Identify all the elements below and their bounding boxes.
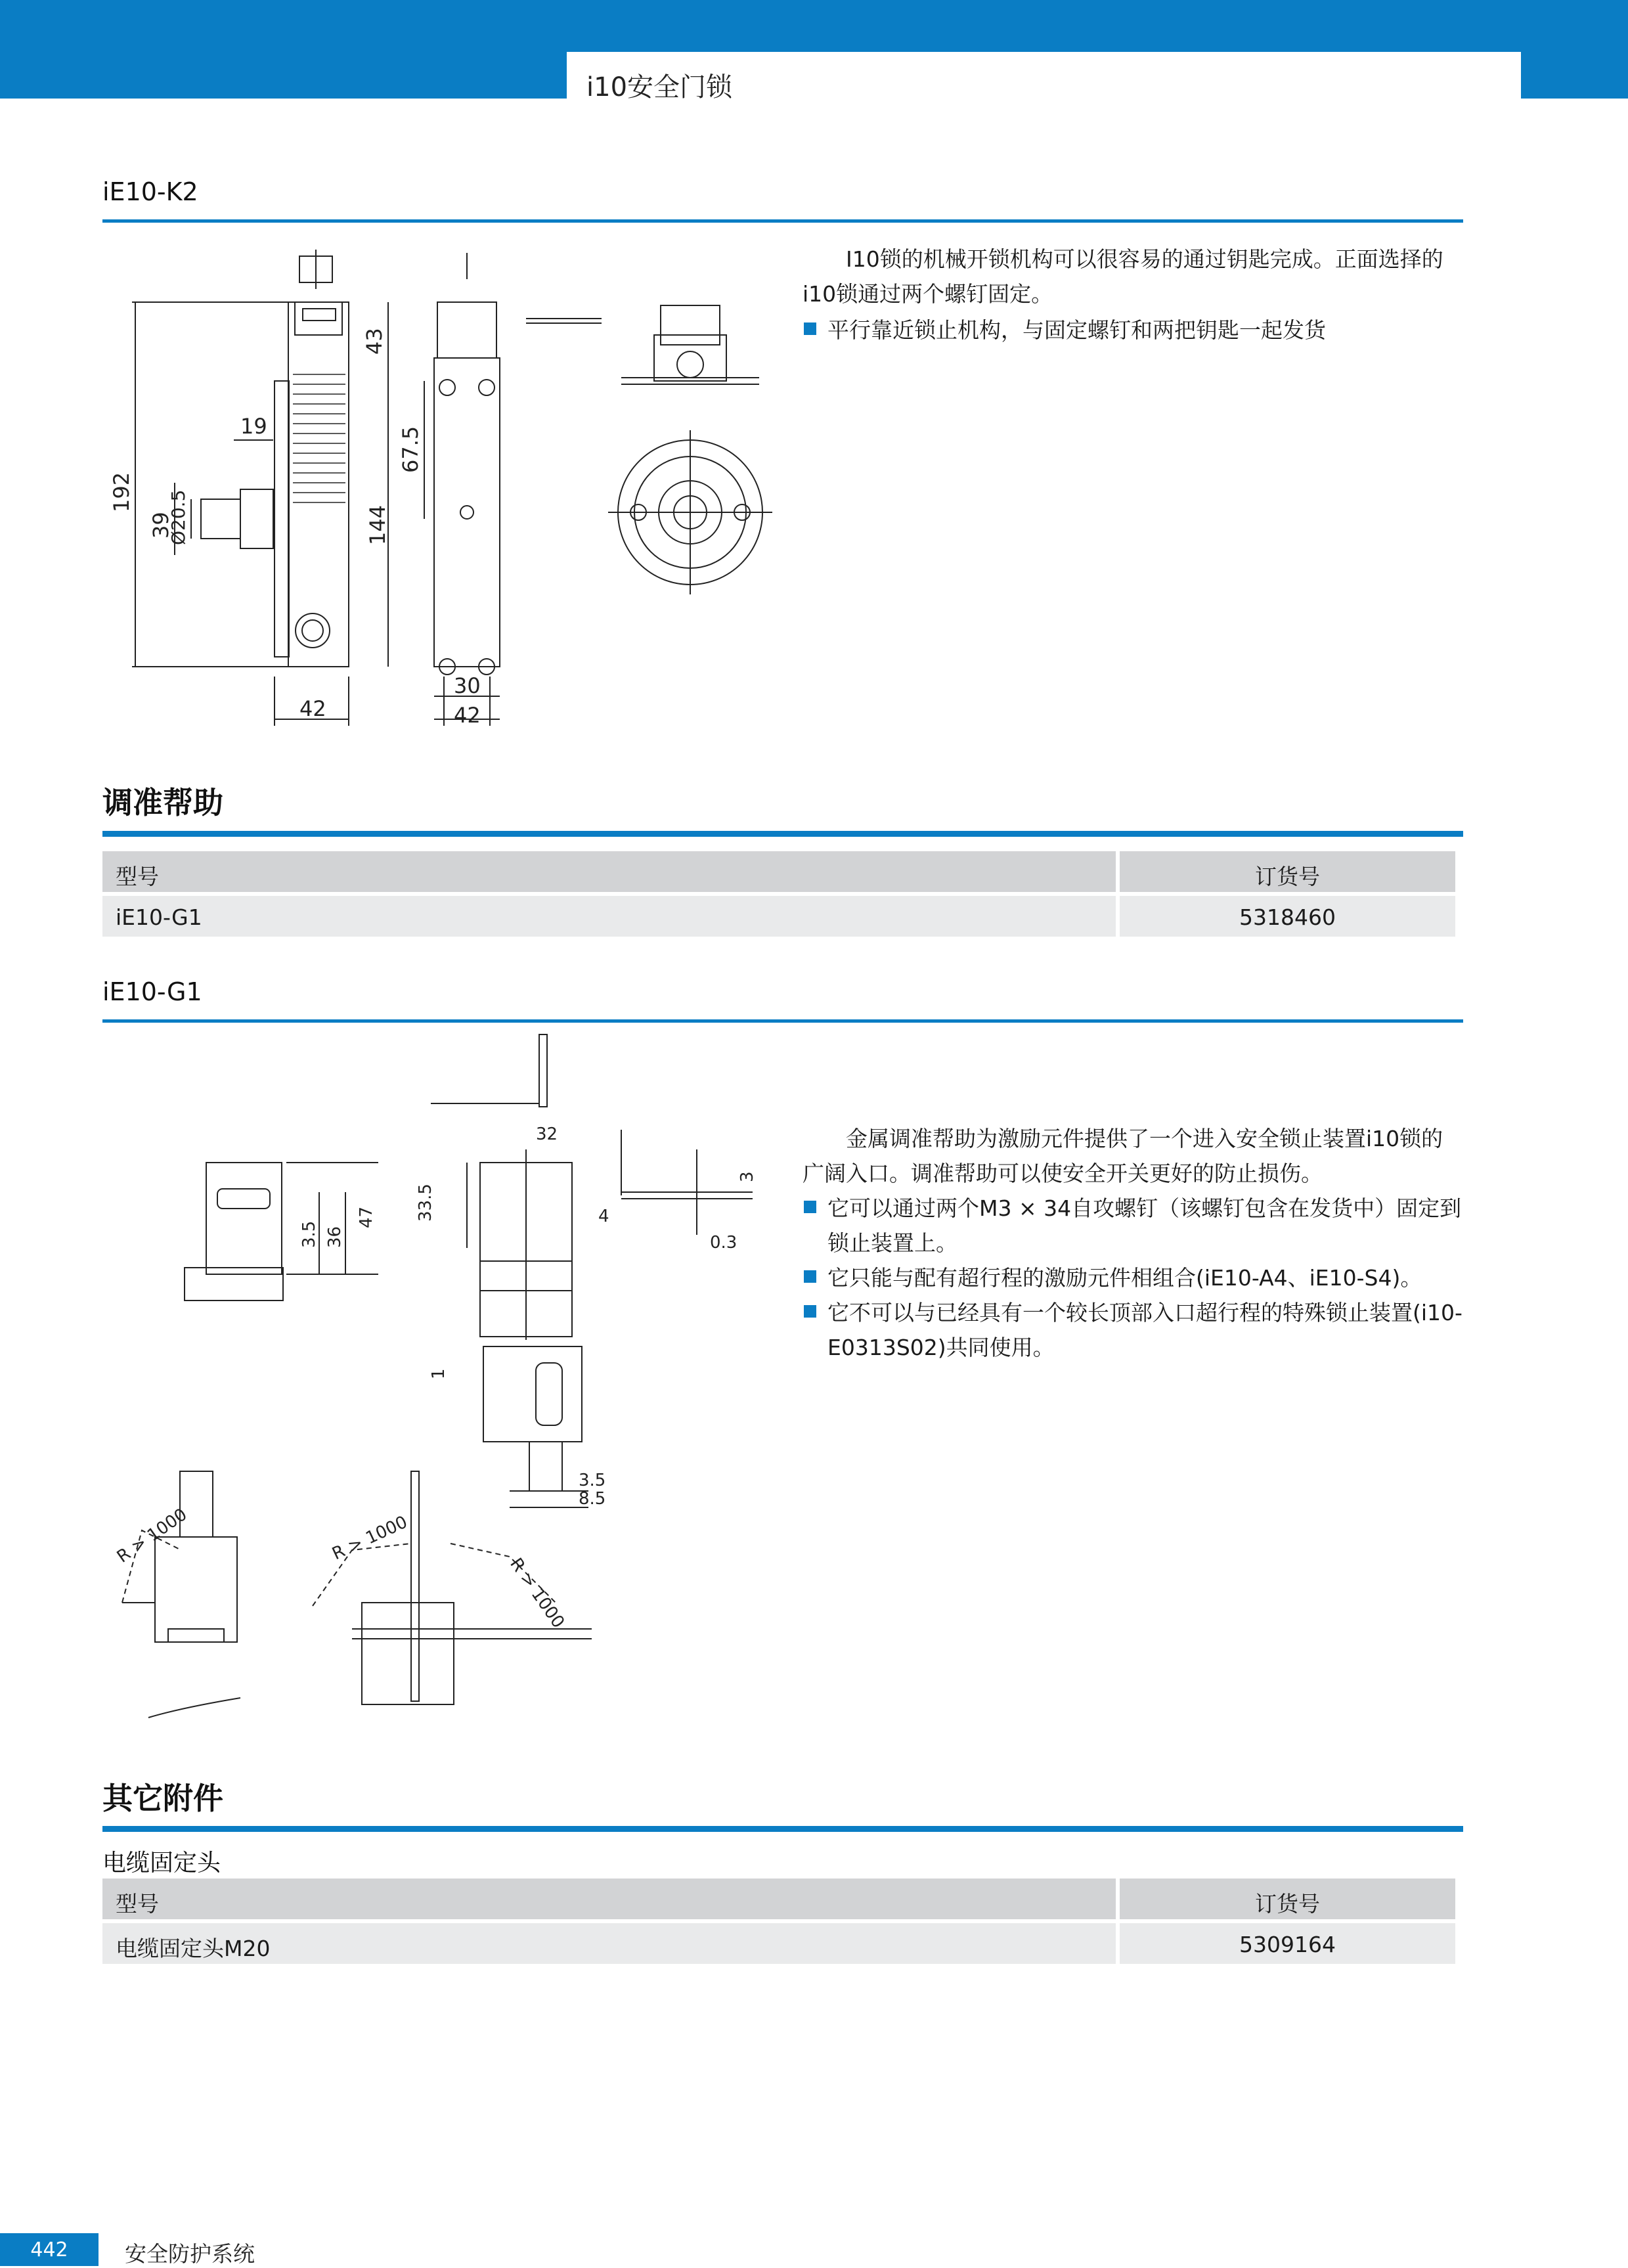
g1-dim-47: 47	[357, 1206, 376, 1228]
section-sublabel-cable: 电缆固定头	[102, 1850, 221, 1877]
section-label-k2: iE10-K2	[102, 177, 198, 206]
section-label-g1: iE10-G1	[102, 977, 202, 1006]
k2-description	[803, 242, 1463, 311]
g1-dim-1: 1	[429, 1368, 449, 1379]
k2-dim-192: 192	[109, 472, 134, 512]
k2-dim-30: 30	[454, 673, 481, 698]
g1-dim-32: 32	[536, 1124, 558, 1144]
table-header-model: 型号	[116, 864, 159, 889]
table-row	[102, 1923, 1455, 1964]
list-item: 平行靠近锁止机构，与固定螺钉和两把钥匙一起发货	[803, 313, 1463, 347]
table-header-order-no: 订货号	[1255, 864, 1320, 889]
g1-dim-radius-left: R > 1000	[113, 1504, 191, 1567]
bullet-square-icon	[804, 322, 816, 335]
k2-dim-19: 19	[240, 414, 267, 439]
g1-dim-0-3: 0.3	[710, 1233, 737, 1253]
g1-paragraph: 金属调准帮助为激励元件提供了一个进入安全锁止装置i10锁的广阔入口。调准帮助可以使安全开关更好的防止损伤。	[803, 1126, 1443, 1186]
g1-dim-4: 4	[598, 1207, 609, 1226]
k2-dim-144: 144	[365, 504, 390, 545]
section-heading-align: 调准帮助	[102, 785, 223, 820]
k2-dim-43: 43	[362, 328, 387, 355]
k2-paragraph: I10锁的机械开锁机构可以很容易的通过钥匙完成。正面选择的i10锁通过两个螺钉固定。	[803, 246, 1443, 307]
g1-dim-33-5: 33.5	[416, 1184, 435, 1222]
g1-dim-3-5-lower: 3.5	[579, 1471, 606, 1490]
g1-dim-3: 3	[737, 1171, 757, 1182]
k2-dim-42-front: 42	[299, 696, 326, 721]
g1-dim-36: 36	[325, 1226, 345, 1248]
align-table	[102, 851, 1455, 937]
table-header-order-no: 订货号	[1255, 1891, 1320, 1917]
g1-bullet-list	[803, 1191, 1463, 1365]
page-number: 442	[30, 2238, 68, 2261]
k2-dim-42-side: 42	[454, 703, 481, 728]
section-rule-align	[102, 831, 1463, 837]
list-item: 它不可以与已经具有一个较长顶部入口超行程的特殊锁止装置(i10-E0313S02)共同使用。	[803, 1295, 1463, 1365]
k2-dim-20-5: Ø20.5	[167, 489, 189, 545]
k2-dim-67-5: 67.5	[398, 426, 423, 473]
section-rule-k2	[102, 219, 1463, 223]
g1-dim-8-5: 8.5	[579, 1489, 606, 1509]
table-header-model: 型号	[116, 1891, 159, 1917]
table-header-row	[102, 1879, 1455, 1919]
list-item: 它只能与配有超行程的激励元件相组合(iE10-A4、iE10-S4)。	[803, 1260, 1463, 1295]
k2-dim-39: 39	[148, 512, 173, 539]
g1-technical-drawing	[102, 1031, 799, 1734]
g1-description	[803, 1121, 1463, 1191]
table-cell-order-no: 5318460	[1239, 904, 1336, 930]
cable-table	[102, 1879, 1455, 1964]
bullet-square-icon	[804, 1201, 816, 1213]
bullet-square-icon	[804, 1305, 816, 1318]
footer-section-label: 安全防护系统	[125, 2241, 255, 2267]
section-rule-g1	[102, 1019, 1463, 1023]
bullet-square-icon	[804, 1270, 816, 1283]
k2-bullet-list	[803, 313, 1463, 347]
g1-dim-3-5-side: 3.5	[299, 1220, 319, 1248]
section-rule-other	[102, 1826, 1463, 1832]
g1-dim-radius-right: R > 1000	[506, 1554, 569, 1632]
page-number-badge	[0, 2233, 99, 2266]
table-header-row	[102, 851, 1455, 892]
table-cell-model: iE10-G1	[116, 904, 202, 930]
table-cell-order-no: 5309164	[1239, 1932, 1336, 1957]
g1-dim-radius-mid: R > 1000	[329, 1512, 411, 1565]
section-heading-other: 其它附件	[102, 1781, 223, 1816]
header-title-tab	[567, 52, 1521, 102]
k2-technical-drawing	[102, 236, 799, 736]
table-cell-model: 电缆固定头M20	[116, 1936, 271, 1961]
list-item: 它可以通过两个M3 × 34自攻螺钉（该螺钉包含在发货中）固定到锁止装置上。	[803, 1191, 1463, 1260]
table-row	[102, 896, 1455, 937]
page-title: i10安全门锁	[586, 72, 733, 102]
